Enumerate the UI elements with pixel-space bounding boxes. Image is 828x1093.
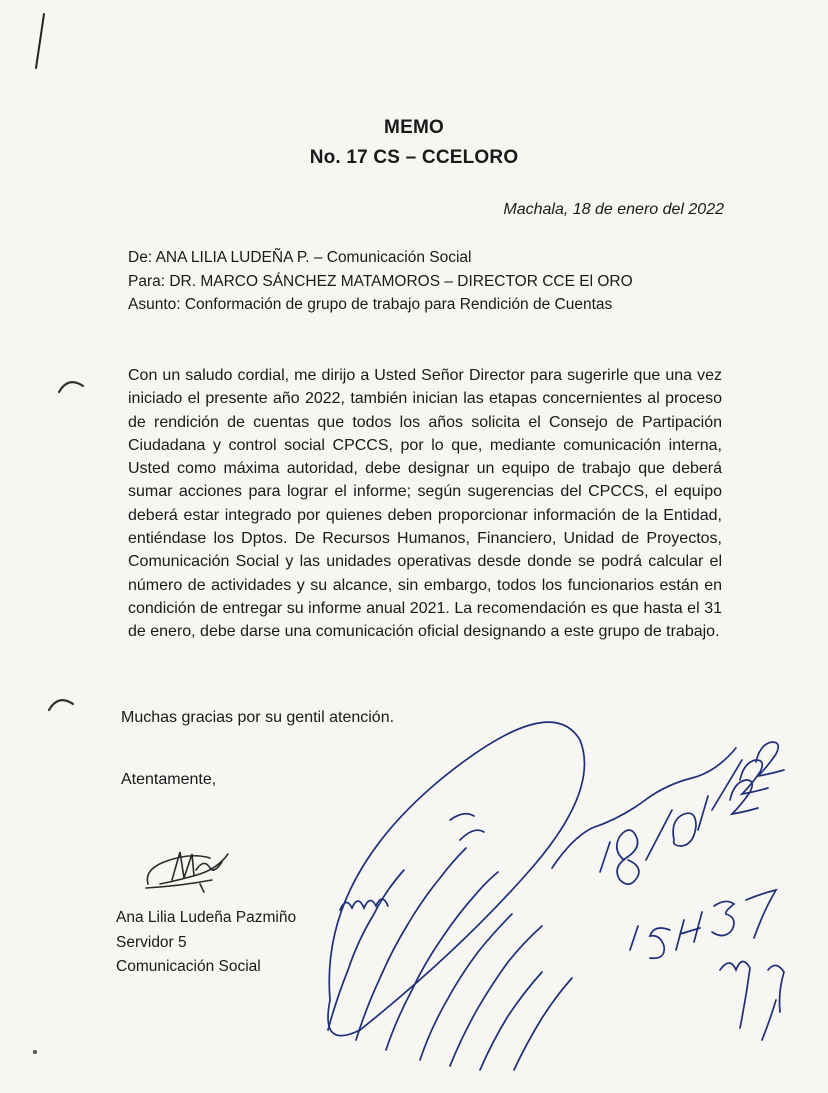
header-to: Para: DR. MARCO SÁNCHEZ MATAMOROS – DIRECTOR CCE El ORO xyxy=(128,273,633,290)
memo-body-paragraph: Con un saludo cordial, me dirijo a Usted Señor Director para sugerirle que una vez iniciado el presente año 2022, también inician las etapas concernientes al proceso de rendición de cuentas que todos los años solicita el Consejo de Partipación Ciudadana y control social CPCCS, por lo que, mediante comunicación interna, Usted como máxima autoridad, debe designar un equipo de trabajo que deberá sumar acciones para lograr el informe; según sugerencias del CPCCS, el equipo deberá estar integrado por quienes deben proporcionar información de la Entidad, entiéndase los Dptos. De Recursos Humanos, Financiero, Unidad de Proyectos, Comunicación Social y las unidades operativas desde donde se podrá calcular el número de actividades y su alcance, sin embargo, todos los funcionarios están en condición de entregar su informe anual 2021. La recomendación es que hasta el 31 de enero, debe darse una comunicación oficial designando a este grupo de trabajo. xyxy=(128,367,722,641)
memo-number: No. 17 CS – CCELORO xyxy=(309,147,519,168)
memo-date: Machala, 18 de enero del 2022 xyxy=(503,201,724,218)
page-speck xyxy=(33,1050,37,1054)
handwritten-annotations xyxy=(300,700,800,1080)
margin-pen-stroke xyxy=(30,12,50,72)
sender-department: Comunicación Social xyxy=(116,958,261,975)
sender-name: Ana Lilia Ludeña Pazmiño xyxy=(116,909,297,926)
header-from: De: ANA LILIA LUDEÑA P. – Comunicación Social xyxy=(128,249,472,266)
memo-title: MEMO xyxy=(384,117,444,138)
punch-hole-mark xyxy=(56,374,86,396)
closing-thanks: Muchas gracias por su gentil atención. xyxy=(121,709,395,726)
closing-regards: Atentamente, xyxy=(121,771,217,788)
punch-hole-mark xyxy=(46,692,76,714)
sender-position: Servidor 5 xyxy=(116,934,187,951)
header-subject: Asunto: Conformación de grupo de trabajo para Rendición de Cuentas xyxy=(128,296,613,313)
sender-signature xyxy=(140,840,240,896)
